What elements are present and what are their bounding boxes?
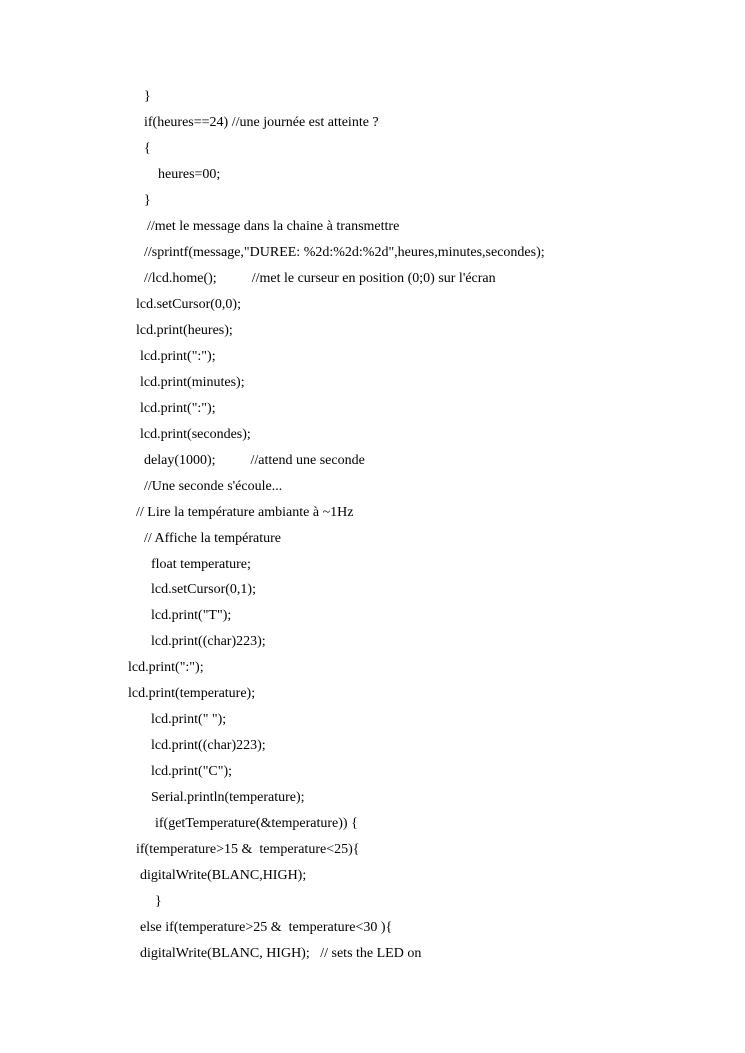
code-line: digitalWrite(BLANC, HIGH); // sets the LED on bbox=[140, 946, 422, 961]
code-line: digitalWrite(BLANC,HIGH); bbox=[140, 868, 307, 883]
code-line: lcd.print("T"); bbox=[151, 608, 232, 623]
code-line: // Lire la température ambiante à ~1Hz bbox=[136, 505, 354, 520]
code-line: lcd.print(":"); bbox=[140, 349, 216, 364]
code-line: lcd.print(temperature); bbox=[128, 686, 256, 701]
code-line: lcd.print(secondes); bbox=[140, 427, 251, 442]
code-line: if(getTemperature(&temperature)) { bbox=[155, 816, 358, 831]
code-line: lcd.print((char)223); bbox=[151, 738, 266, 753]
code-line: } bbox=[144, 89, 151, 104]
code-line: lcd.print((char)223); bbox=[151, 634, 266, 649]
code-line: lcd.print(" "); bbox=[151, 712, 227, 727]
code-line: lcd.print(minutes); bbox=[140, 375, 245, 390]
code-line: lcd.print(heures); bbox=[136, 323, 233, 338]
code-line: delay(1000); //attend une seconde bbox=[144, 453, 365, 468]
code-line: float temperature; bbox=[151, 557, 251, 572]
code-line: else if(temperature>25 & temperature<30 ){ bbox=[140, 920, 393, 935]
code-line: lcd.setCursor(0,0); bbox=[136, 297, 241, 312]
code-line: // Affiche la température bbox=[144, 531, 281, 546]
code-line: { bbox=[144, 141, 151, 156]
code-line: Serial.println(temperature); bbox=[151, 790, 305, 805]
code-line: //Une seconde s'écoule... bbox=[144, 479, 283, 494]
code-line: heures=00; bbox=[158, 167, 221, 182]
code-line: //met le message dans la chaine à transmettre bbox=[147, 219, 400, 234]
code-line: } bbox=[144, 193, 151, 208]
code-line: if(heures==24) //une journée est atteinte ? bbox=[144, 115, 379, 130]
code-line: //lcd.home(); //met le curseur en position (0;0) sur l'écran bbox=[144, 271, 496, 286]
code-line: } bbox=[155, 894, 162, 909]
code-line: if(temperature>15 & temperature<25){ bbox=[136, 842, 360, 857]
code-line: lcd.setCursor(0,1); bbox=[151, 582, 256, 597]
code-line: lcd.print(":"); bbox=[128, 660, 204, 675]
code-line: lcd.print(":"); bbox=[140, 401, 216, 416]
code-line: lcd.print("C"); bbox=[151, 764, 233, 779]
code-line: //sprintf(message,"DUREE: %2d:%2d:%2d",heures,minutes,secondes); bbox=[144, 245, 545, 260]
